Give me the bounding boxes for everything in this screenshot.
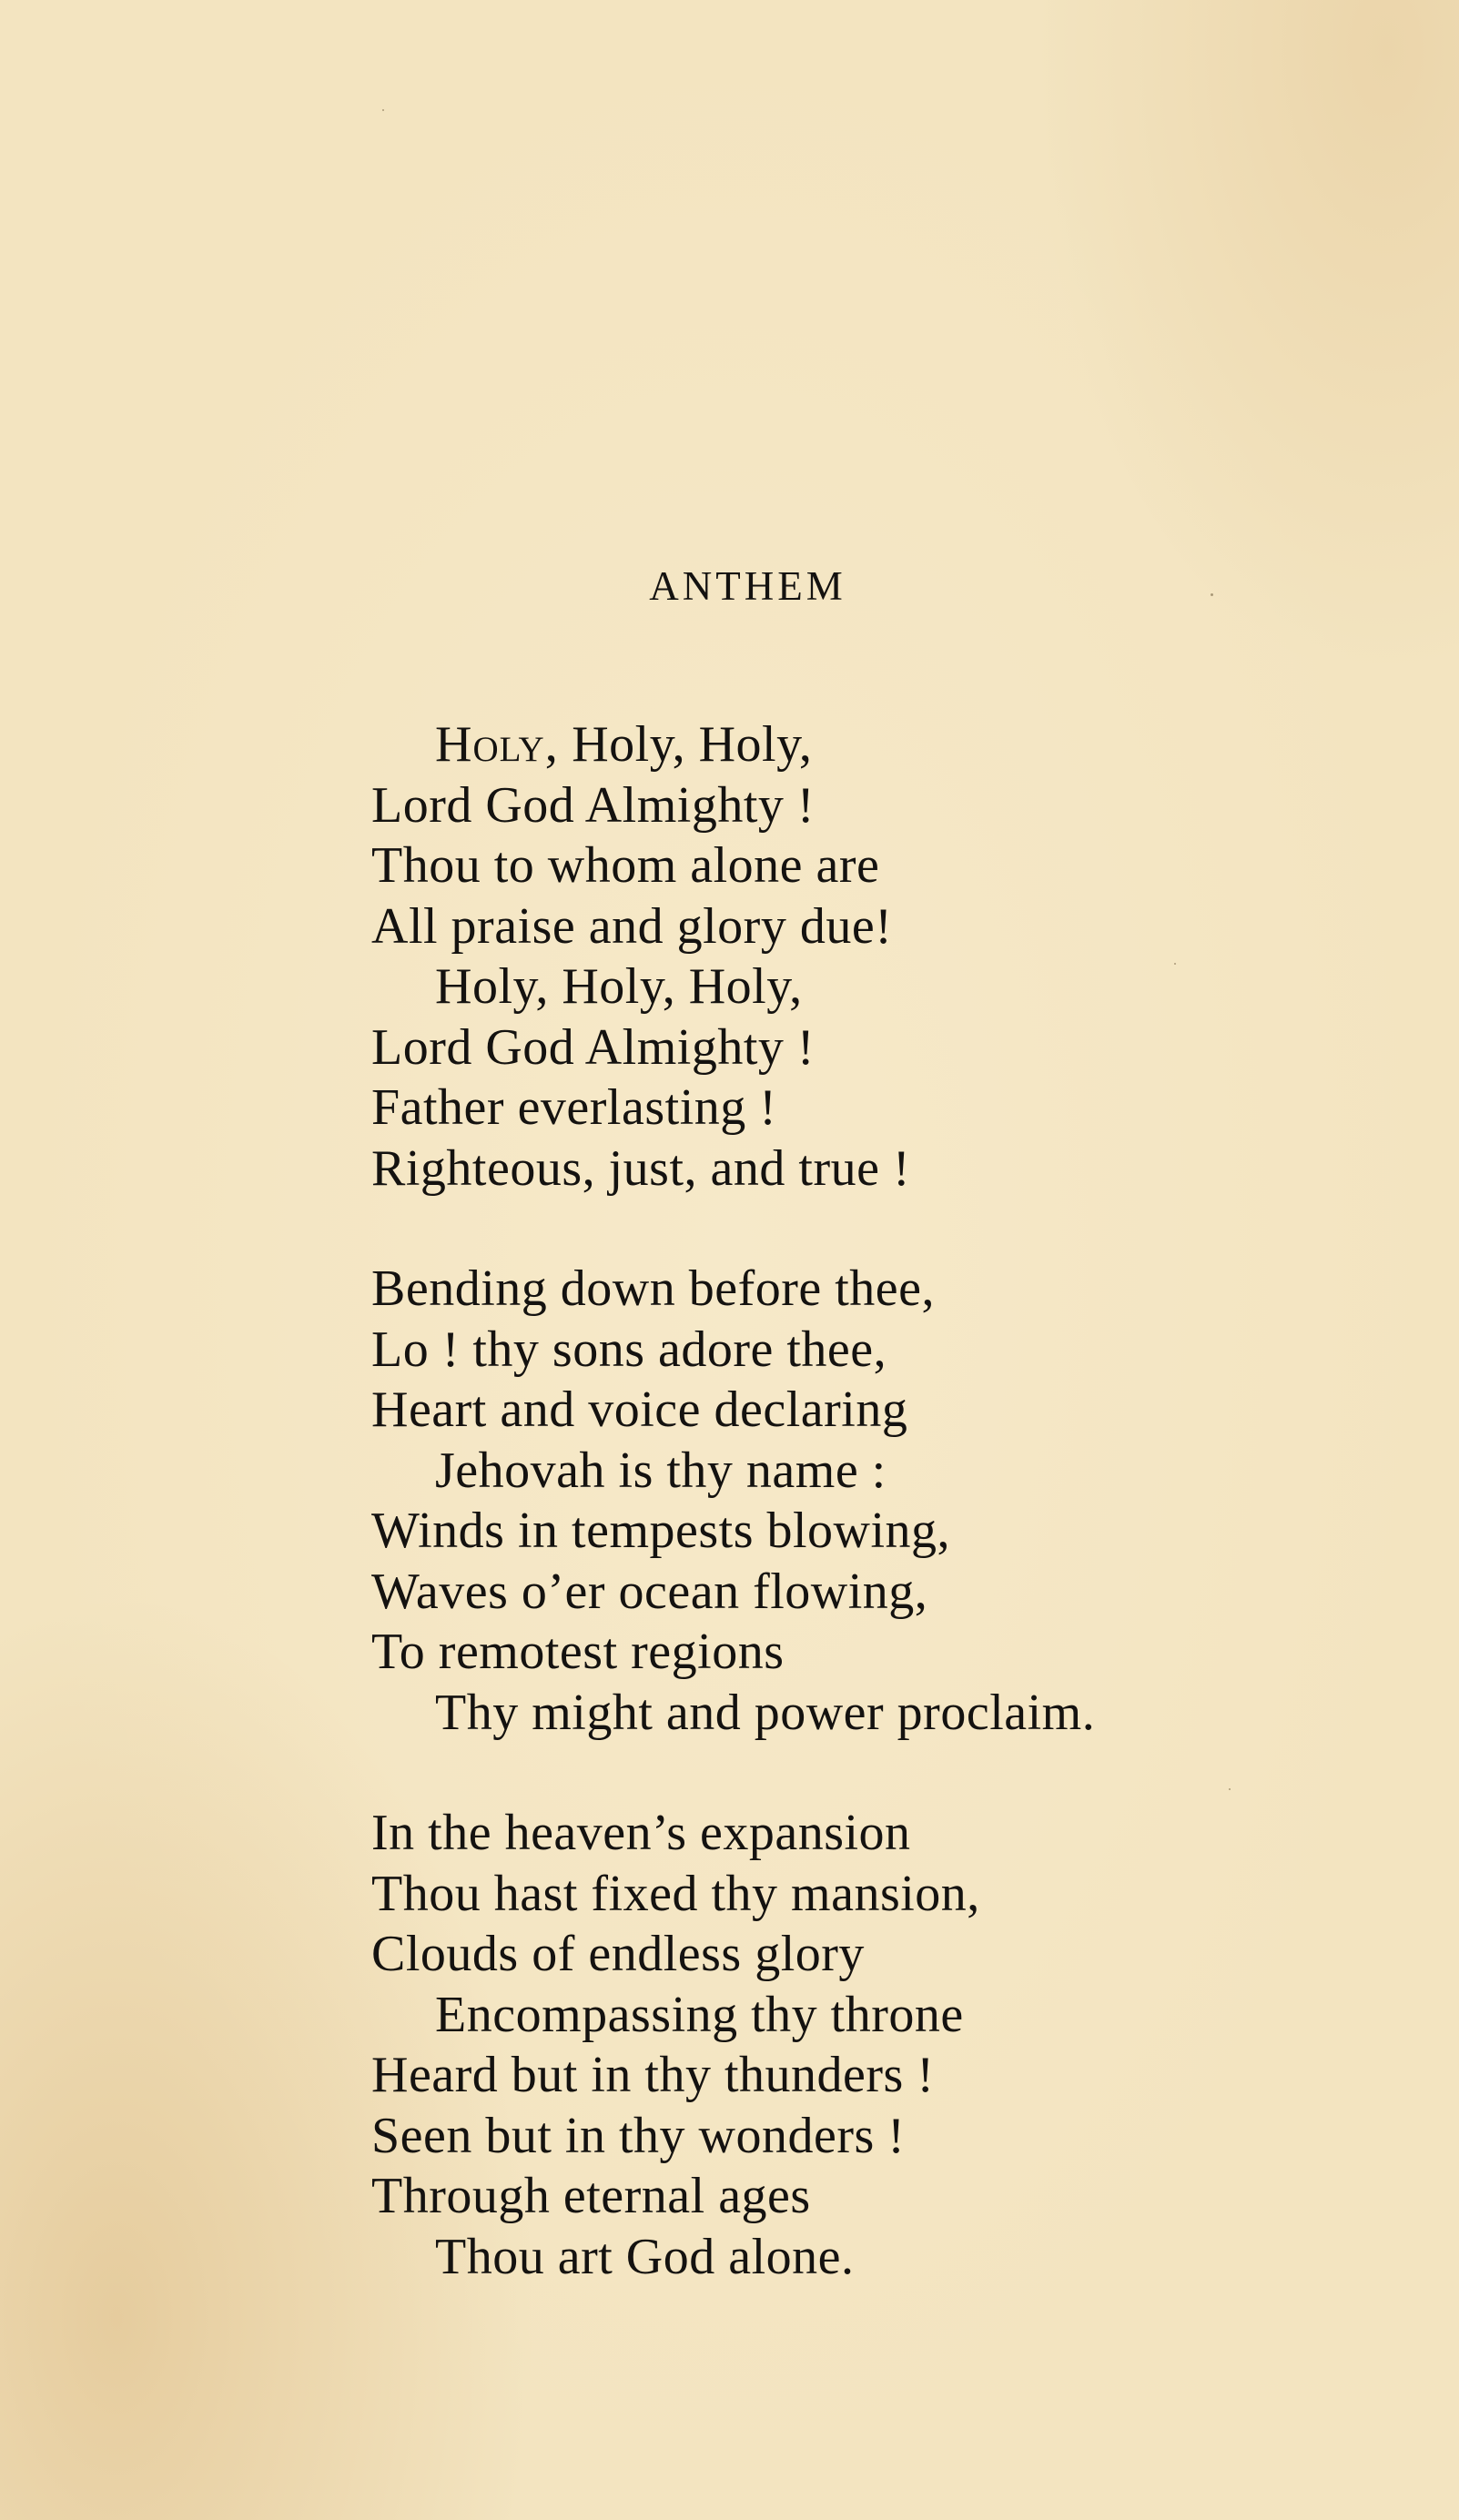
poem-line: In the heaven’s expansion [371,1805,911,1861]
poem-line: Bending down before thee, [371,1260,935,1317]
poem-line: Seen but in thy wonders ! [371,2107,906,2164]
poem-title: ANTHEM [649,563,846,609]
poem-line: To remotest regions [371,1624,785,1680]
poem-line: Clouds of endless glory [371,1926,865,1982]
poem-line: All praise and glory due! [371,897,893,955]
paper-speck [1229,1788,1231,1790]
poem-line: Winds in tempests blowing, [371,1503,951,1559]
poem-line: Thou art God alone. [435,2228,855,2285]
poem-line: Jehovah is thy name : [435,1442,887,1499]
poem-line: Holy, Holy, Holy, [435,958,803,1015]
poem-line: Father everlasting ! [371,1079,777,1136]
poem-body [371,714,1418,2287]
poem-line: Thou to whom alone are [371,837,880,894]
small-caps-opening-word: Holy, [435,716,559,773]
poem-line: Lord God Almighty ! [371,776,816,834]
poem-line: Waves o’er ocean flowing, [371,1563,928,1620]
poem-line: Thou hast fixed thy mansion, [371,1865,980,1922]
poem-line: Heart and voice declaring [371,1381,908,1438]
line-remainder: Holy, Holy, [558,716,813,773]
paper-speck [382,109,384,111]
poem-line: Thy might and power proclaim. [435,1684,1096,1741]
stanza-3 [371,1803,1418,2287]
paper-speck [1211,593,1213,596]
poem-line: Heard but in thy thunders ! [371,2047,935,2103]
poem-line: Through eternal ages [371,2168,811,2224]
poem-line [371,714,1418,775]
poem-line: Lord God Almighty ! [371,1018,816,1076]
paper-speck [1174,963,1176,965]
poem-line: Encompassing thy throne [435,1986,964,2043]
poem-line: Righteous, just, and true ! [371,1139,911,1197]
poem-line: Lo ! thy sons adore thee, [371,1321,887,1378]
stanza-1 [371,714,1418,1199]
stanza-2 [371,1259,1418,1743]
